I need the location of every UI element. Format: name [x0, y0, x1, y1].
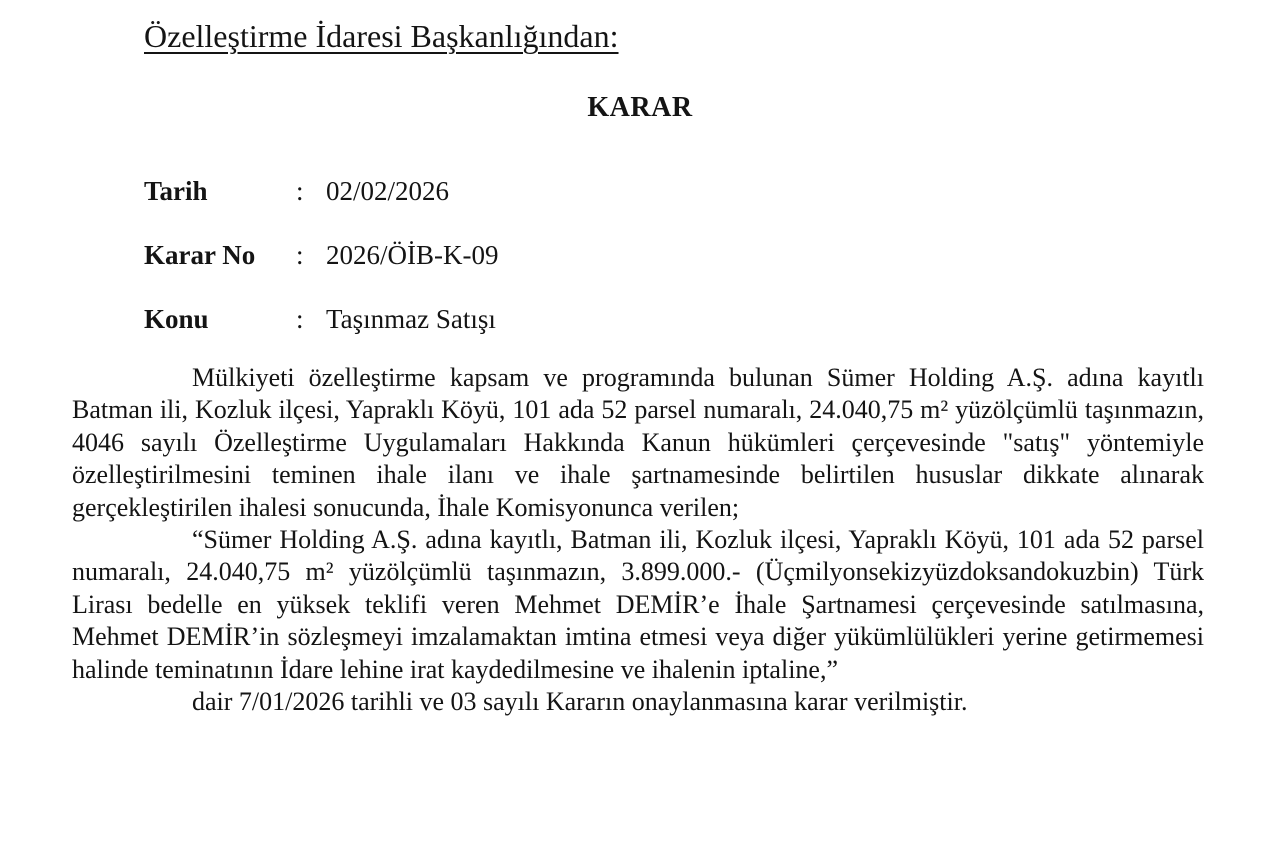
quoted-decision: “Sümer Holding A.Ş. adına kayıtlı, Batman ili, Kozluk ilçesi, Yapraklı Köyü, 101 ada 52 parsel numaralı, 24.040,75 m² yüzölçümlü taşınmazın, 3.899.000.- (Üçmilyonsekizyüzdoksandokuzbin) Türk Lirası bedelle en yüksek teklifi veren Mehmet DEMİR’e İhale Şartnamesi çerçevesinde satılmasına, Mehmet DEMİR’in sözleşmeyi imzalamaktan imtina etmesi veya diğer yükümlülükleri yerine getirmemesi halinde teminatının İdare lehine irat kaydedilmesine ve ihalenin iptaline,”	[72, 525, 1204, 684]
meta-label: Karar No	[144, 240, 256, 270]
body-paragraph: Mülkiyeti özelleştirme kapsam ve programında bulunan Sümer Holding A.Ş. adına kayıtlı Batman ili, Kozluk ilçesi, Yapraklı Köyü, 101 ada 52 parsel numaralı, 24.040,75 m² yüzölçümlü taşınmazın, 4046 sayılı Özelleştirme Uygulamaları Hakkında Kanun hükümleri çerçevesinde "satış" yöntemiyle özelleştirilmesini teminen ihale ilanı ve ihale şartnamesinde belirtilen hususlar dikkate alınarak gerçekleştirilen ihalesi sonucunda, İhale Komisyonunca verilen;	[72, 363, 1204, 522]
meta-row-date	[144, 174, 449, 208]
decision-body	[72, 362, 1204, 718]
meta-label: Konu	[144, 304, 209, 334]
meta-separator: :	[296, 176, 304, 206]
closing-statement: dair 7/01/2026 tarihli ve 03 sayılı Kararın onaylanmasına karar verilmiştir.	[192, 687, 968, 717]
meta-separator: :	[296, 240, 304, 270]
document-title: KARAR	[587, 92, 693, 123]
meta-label: Tarih	[144, 176, 208, 206]
meta-value: Taşınmaz Satışı	[326, 304, 496, 334]
meta-value: 2026/ÖİB-K-09	[326, 240, 499, 270]
issuer-heading: Özelleştirme İdaresi Başkanlığından:	[144, 18, 619, 54]
meta-value: 02/02/2026	[326, 176, 450, 206]
meta-row-decision-no	[144, 238, 498, 272]
meta-separator: :	[296, 304, 304, 334]
meta-row-subject	[144, 302, 496, 336]
